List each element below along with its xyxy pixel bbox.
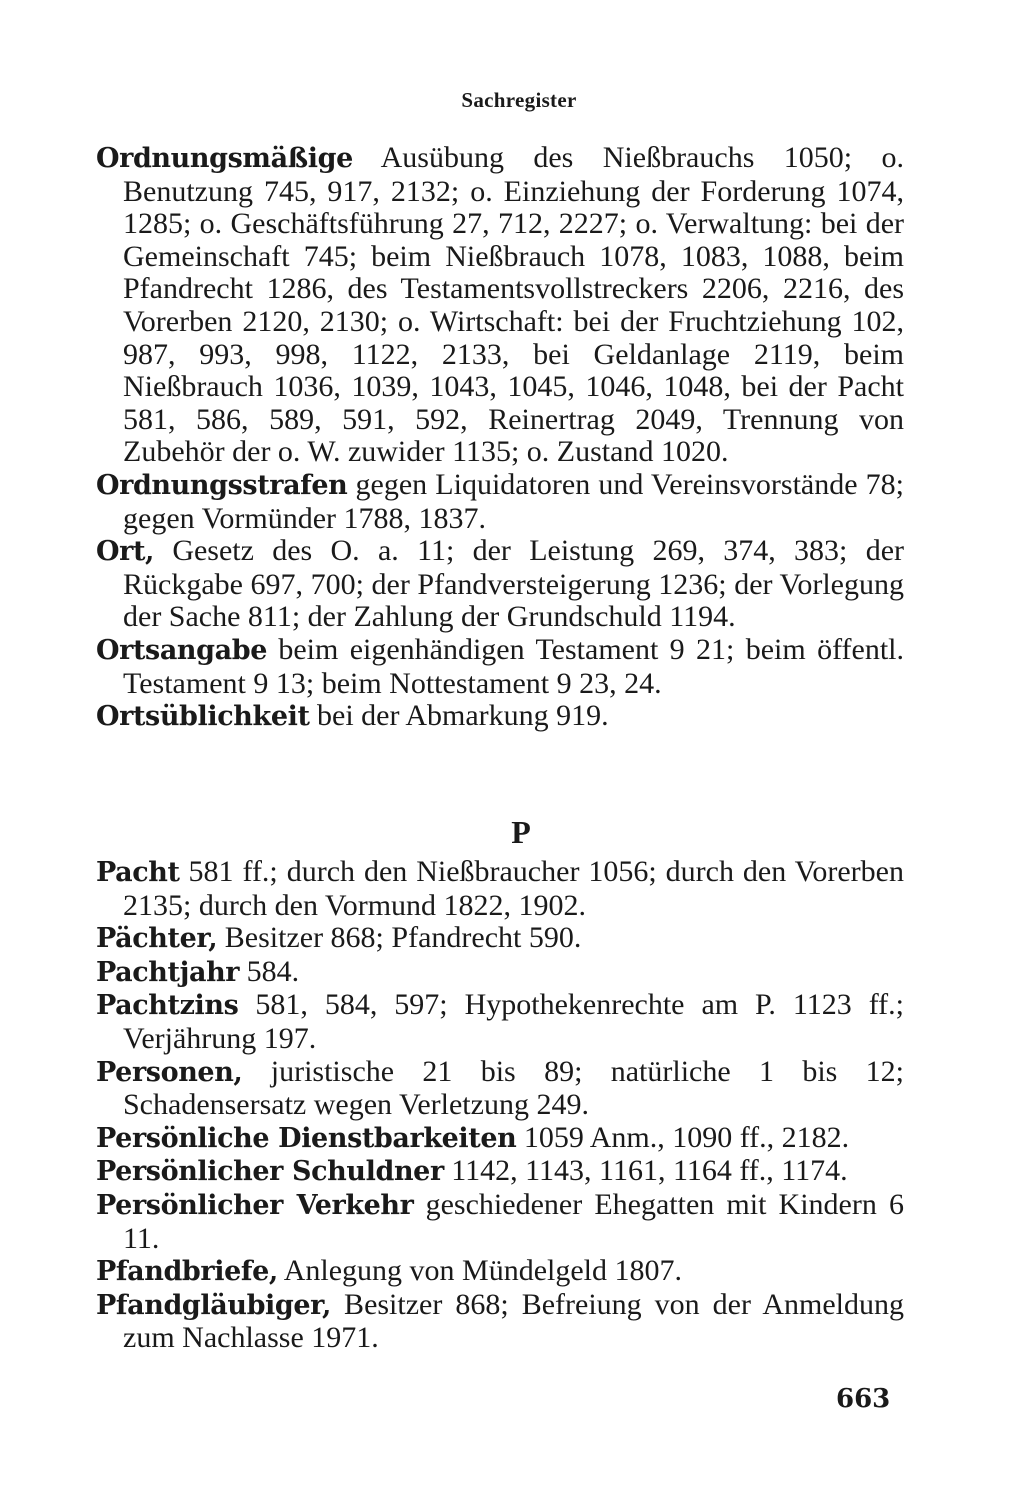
running-head-text: Sachregister (461, 88, 577, 112)
entry-text: geschiedener Ehegatten mit Kindern 6 11. (123, 1187, 904, 1255)
entry-headword: Persönlicher Verkehr (96, 1189, 414, 1221)
entry-text: gegen Liquidatoren und Vereinsvorstände 78; gegen Vormünder 1788, 1837. (123, 467, 904, 535)
index-entry (96, 700, 904, 734)
index-section-o (96, 142, 904, 734)
entry-headword: Ortsüblichkeit (96, 701, 310, 733)
entry-headword: Ortsangabe (96, 634, 267, 666)
entry-text: juristische 21 bis 89; natürliche 1 bis 12; Schadensersatz wegen Verletzung 249. (123, 1054, 904, 1122)
entry-text: Gesetz des O. a. 11; der Leistung 269, 374, 383; der Rückgabe 697, 700; der Pfandversteigerung 1236; der Vorlegung der Sache 811; der Zahlung der Grundschuld 1194. (123, 534, 904, 634)
entry-text: Anlegung von Mündelgeld 1807. (277, 1254, 682, 1288)
entry-text: beim eigenhändigen Testament 9 21; beim öffentl. Testament 9 13; beim Nottestament 9 23, 24. (123, 632, 904, 700)
index-entry (96, 1289, 904, 1355)
index-entry (96, 1155, 904, 1189)
entry-headword: Pfandgläubiger, (96, 1289, 332, 1321)
index-entry (96, 1056, 904, 1122)
entry-headword: Pfandbriefe, (96, 1256, 278, 1288)
entry-headword: Pacht (96, 857, 180, 888)
entry-headword: Persönliche Dienstbarkeiten (96, 1122, 517, 1154)
entry-text: Besitzer 868; Befreiung von der Anmeldung zum Nachlasse 1971. (123, 1287, 904, 1355)
entry-text: 584. (239, 954, 300, 988)
entry-headword: Pachtzins (96, 990, 239, 1022)
index-entry (96, 856, 904, 922)
index-entry (96, 634, 904, 700)
index-entry (96, 535, 904, 634)
index-section-p (96, 856, 904, 1355)
entry-text: bei der Abmarkung 919. (309, 699, 609, 733)
entry-headword: Personen, (96, 1056, 243, 1088)
entry-text: Besitzer 868; Pfandrecht 590. (217, 921, 582, 955)
entry-text: 581 ff.; durch den Nießbraucher 1056; durch den Vorerben 2135; durch den Vormund 1822, 1902. (123, 855, 904, 922)
index-entry (96, 1122, 904, 1156)
index-entry (96, 989, 904, 1055)
entry-text: 1142, 1143, 1161, 1164 ff., 1174. (443, 1154, 848, 1188)
section-letter-text: P (511, 814, 531, 850)
entry-text: 581, 584, 597; Hypothekenrechte am P. 1123 ff.; Verjährung 197. (123, 988, 904, 1055)
entry-headword: Ordnungsstrafen (96, 469, 348, 501)
entry-headword: Pächter, (96, 923, 218, 955)
index-entry (96, 956, 904, 990)
index-entry (96, 1255, 904, 1289)
entry-headword: Ordnungsmäßige (96, 143, 353, 174)
section-letter (0, 814, 1024, 850)
index-entry (96, 922, 904, 956)
page-number: 663 (836, 1384, 891, 1414)
entry-text: 1059 Anm., 1090 ff., 2182. (516, 1120, 850, 1154)
entry-headword: Pachtjahr (96, 956, 240, 988)
index-entry (96, 142, 904, 469)
entry-headword: Persönlicher Schuldner (96, 1156, 444, 1188)
entry-text: Ausübung des Nießbrauchs 1050; o. Benutzung 745, 917, 2132; o. Einziehung der Forderung 1074, 1285; o. Geschäftsführung 27, 712, 2227; o. Verwaltung: bei der Gemeinschaft 745; beim Nießbrauch 1078, 1083, 1088, beim Pfandrecht 1286, des Testamentsvollstreckers 2206, 2216, des Vorerben 2120, 2130; o. Wirtschaft: bei der Fruchtziehung 102, 987, 993, 998, 1122, 2133, bei Geldanlage 2119, beim Nießbrauch 1036, 1039, 1043, 1045, 1046, 1048, bei der Pacht 581, 586, 589, 591, 592, Reinertrag 2049, Trennung von Zubehör der o. W. zuwider 1135; o. Zustand 1020. (123, 141, 904, 469)
entry-headword: Ort, (96, 536, 155, 568)
index-entry (96, 1189, 904, 1255)
running-head (0, 88, 1024, 112)
index-entry (96, 469, 904, 535)
